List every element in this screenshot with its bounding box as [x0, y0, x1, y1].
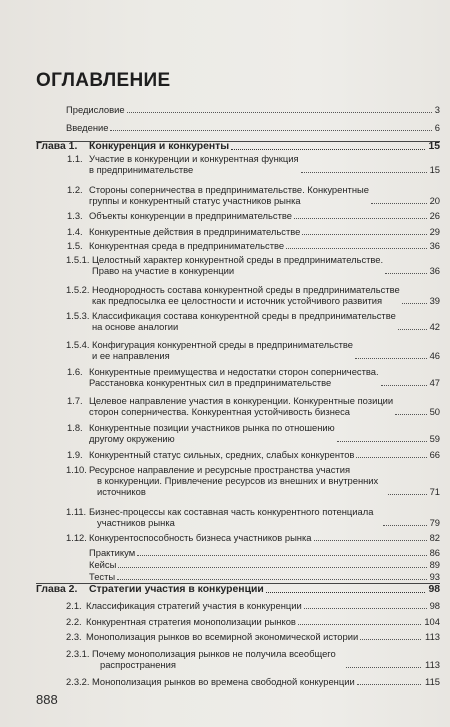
toc-title-line: распространения [100, 659, 176, 670]
toc-page: 66 [429, 449, 440, 460]
dot-leader [294, 218, 427, 219]
toc-title [89, 395, 393, 417]
page-number: 888 [36, 692, 58, 707]
toc-title-line: как предпосылка ее целостности и источник устойчивого развития [92, 295, 383, 306]
toc-number: 1.9. [67, 449, 83, 460]
dot-leader [304, 608, 427, 609]
dot-leader [118, 567, 426, 568]
toc-title [92, 648, 336, 670]
toc-title [92, 339, 353, 361]
toc-title [89, 559, 116, 570]
toc-number: 1.6. [67, 366, 83, 377]
toc-title-line: сторон соперничества. Конкурентная устойчивость бизнеса [89, 406, 351, 417]
chapter-divider [36, 141, 440, 142]
toc-title-line: Классификация состава конкурентной среды в предпринимательстве [92, 310, 396, 321]
toc-page: 113 [425, 659, 440, 671]
toc-title-line: Право на участие в конкуренции [92, 265, 235, 276]
toc-title [92, 284, 400, 306]
toc-number: 1.1. [67, 153, 83, 164]
dot-leader [110, 130, 432, 131]
toc-title-line: Конкурентная стратегия монополизации рынков [86, 616, 296, 627]
toc-number: 1.5.4. [66, 339, 90, 350]
toc-title-line: Стратегии участия в конкуренции [89, 584, 264, 595]
toc-title-line: Конкурентоспособность бизнеса участников рынка [89, 532, 312, 543]
toc-title-line: Тесты [89, 571, 116, 582]
toc-title [92, 676, 355, 687]
toc-page: 98 [429, 600, 440, 611]
toc-title-line: Конкурентный статус сильных, средних, слабых конкурентов [89, 449, 355, 460]
toc-title [89, 571, 115, 582]
toc-number: 1.5.3. [66, 310, 90, 321]
toc-page: 93 [429, 571, 440, 582]
dot-leader [286, 248, 427, 249]
toc-number: 1.12. [66, 532, 87, 543]
toc-number: 1.11. [66, 506, 87, 517]
toc-page: 47 [429, 377, 440, 389]
toc-page: 26 [429, 210, 440, 221]
toc-page: 36 [429, 265, 440, 277]
toc-title-line: Конкурентные действия в предпринимательстве [89, 226, 301, 237]
toc-page: 15 [429, 164, 440, 176]
toc-title-line: Кейсы [89, 559, 117, 570]
toc-title-line: и ее направления [92, 350, 170, 361]
toc-title [89, 184, 369, 206]
toc-title-line: другому окружению [89, 433, 175, 444]
toc-title-line: Конкурентные позиции участников рынка по отношению [89, 422, 335, 433]
toc-title [86, 631, 358, 642]
toc-title-line: Монополизация рынков во всемирной экономической истории [86, 631, 359, 642]
toc-page: 36 [429, 240, 440, 251]
toc-page: 3 [434, 104, 440, 115]
toc-title [92, 254, 383, 276]
toc-number: 2.1. [66, 600, 82, 611]
toc-title-line: Почему монополизация рынков не получила всеобщего [92, 648, 336, 659]
toc-number: Глава 2. [36, 584, 78, 595]
toc-title-line: Конкурентная среда в предпринимательстве [89, 240, 285, 251]
toc-title-line: на основе аналогии [92, 321, 179, 332]
toc-page: 98 [428, 584, 440, 595]
dot-leader [301, 172, 427, 173]
toc-page: 50 [429, 406, 440, 418]
toc-number: 1.5.2. [66, 284, 90, 295]
toc-title-line: Целостный характер конкурентной среды в предпринимательстве. [92, 254, 384, 265]
toc-title [89, 547, 135, 558]
toc-title-line: Классификация стратегий участия в конкуренции [86, 600, 302, 611]
toc-page: 104 [424, 616, 440, 627]
toc-number: 2.3.1. [66, 648, 90, 659]
toc-title-line: Практикум [89, 547, 136, 558]
toc-title-line: Монополизация рынков во времена свободной конкуренции [92, 676, 355, 687]
chapter-divider [36, 583, 440, 584]
toc-title-line: группы и конкурентный статус участников рынка [89, 195, 301, 206]
toc-number: 1.8. [67, 422, 83, 433]
toc-page: 79 [429, 517, 440, 529]
toc-page: 71 [429, 486, 440, 498]
toc-title [66, 122, 108, 133]
toc-title-line: Неоднородность состава конкурентной среды в предпринимательстве [92, 284, 400, 295]
toc-title [89, 210, 292, 221]
toc-page: 39 [429, 295, 440, 307]
toc-number: 1.5.1. [66, 254, 90, 265]
toc-title-line: Конфигурация конкурентной среды в предпринимательстве [92, 339, 354, 350]
toc-page: 115 [425, 676, 440, 687]
toc-title-line: Бизнес-процессы как составная часть конкурентного потенциала [89, 506, 374, 517]
toc-title [89, 584, 264, 595]
toc-number: 1.5. [67, 240, 83, 251]
toc-title-line: в конкуренции. Привлечение ресурсов из внешних и внутренних [97, 475, 379, 486]
toc-number: 2.3.2. [66, 676, 90, 687]
toc-title-line: Введение [66, 122, 109, 133]
toc-title [89, 532, 312, 543]
toc-title [86, 616, 296, 627]
toc-title [89, 422, 335, 444]
toc-title-line: Объекты конкуренции в предпринимательстве [89, 210, 292, 221]
toc-title [89, 449, 354, 460]
toc-page: 20 [429, 195, 440, 207]
toc-page: 59 [429, 433, 440, 445]
toc-page: 42 [429, 321, 440, 333]
toc-page: 113 [425, 631, 440, 642]
dot-leader [117, 579, 427, 580]
toc-number: 2.3. [66, 631, 82, 642]
toc-number: Глава 1. [36, 141, 78, 152]
dot-leader [231, 149, 425, 150]
dot-leader [127, 112, 433, 113]
toc-number: 1.7. [67, 395, 83, 406]
toc-title-line: Предисловие [66, 104, 125, 115]
toc-title-line: источников [97, 486, 146, 497]
dot-leader [266, 592, 425, 593]
toc-title-line: Целевое направление участия в конкуренции. Конкурентные позиции [89, 395, 394, 406]
toc-title-line: Стороны соперничества в предпринимательстве. Конкурентные [89, 184, 369, 195]
toc-page: 15 [428, 141, 440, 152]
toc-page: 86 [429, 547, 440, 558]
toc-number: 1.2. [67, 184, 83, 195]
toc-title-line: Участие в конкуренции и конкурентная функция [89, 153, 299, 164]
toc-title [89, 226, 300, 237]
toc-page: 29 [429, 226, 440, 237]
toc-number: 1.10. [66, 464, 87, 475]
toc-title [92, 310, 396, 332]
toc-title [89, 366, 379, 388]
toc-page: 89 [429, 559, 440, 570]
toc-title-line: Расстановка конкурентных сил в предпринимательстве [89, 377, 332, 388]
toc-title-line: Конкурентные преимущества и недостатки сторон соперничества. [89, 366, 379, 377]
toc-number: 1.3. [67, 210, 83, 221]
toc-title [89, 153, 299, 175]
toc-title-line: Ресурсное направление и ресурсные пространства участия [89, 464, 351, 475]
toc-title-line: Конкуренция и конкуренты [89, 141, 230, 152]
dot-leader [137, 555, 427, 556]
toc-number: 1.4. [67, 226, 83, 237]
toc-page: 6 [434, 122, 440, 133]
toc-page: 82 [429, 532, 440, 543]
toc-title [89, 141, 229, 152]
toc-number: 2.2. [66, 616, 82, 627]
toc-title [86, 600, 302, 611]
toc-title [66, 104, 125, 115]
toc-page: 46 [429, 350, 440, 362]
toc-title [89, 506, 373, 528]
page-title: ОГЛАВЛЕНИЕ [36, 70, 171, 91]
toc-title-line: участников рынка [97, 517, 175, 528]
dot-leader [302, 234, 426, 235]
toc-title [89, 464, 378, 497]
dot-leader [298, 624, 421, 625]
toc-title [89, 240, 284, 251]
toc-title-line: в предпринимательстве [89, 164, 194, 175]
